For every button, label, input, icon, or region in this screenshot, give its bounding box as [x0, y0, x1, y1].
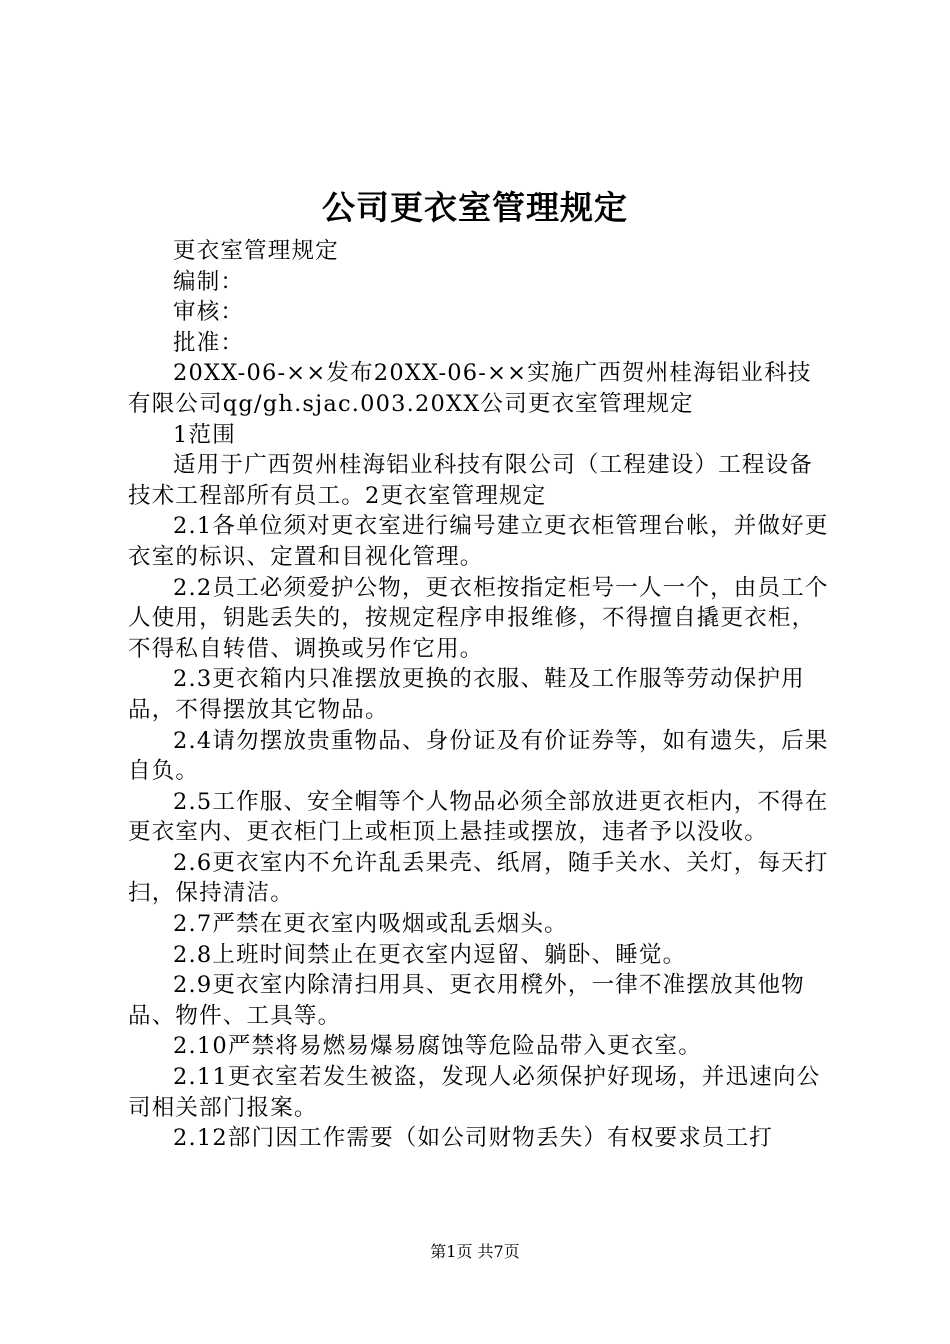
paragraph-reviewer: 审核：: [173, 299, 245, 326]
paragraph-scope: 适用于广西贺州桂海铝业科技有限公司（工程建设）工程设备技术工程部所有员工。2更衣室管理规定: [128, 452, 813, 509]
document-title: 公司更衣室管理规定: [322, 188, 628, 227]
paragraph-approver: 批准：: [173, 329, 245, 356]
paragraph-rule-2-5: 2.5工作服、安全帽等个人物品必须全部放进更衣柜内，不得在更衣室内、更衣柜门上或柜顶上悬挂或摆放，违者予以没收。: [128, 788, 829, 846]
paragraph-rule-2-11: 2.11更衣室若发生被盗，发现人必须保护好现场，并迅速向公司相关部门报案。: [128, 1064, 821, 1121]
paragraph-rule-2-9: 2.9更衣室内除清扫用具、更衣用櫈外，一律不准摆放其他物品、物件、工具等。: [128, 972, 805, 1029]
paragraph-rule-2-6: 2.6更衣室内不允许乱丢果壳、纸屑，随手关水、关灯，每天打扫，保持清洁。: [128, 849, 829, 907]
paragraph-release-info: 20XX-06-××发布20XX-06-××实施广西贺州桂海铝业科技有限公司qg/gh.sjac.003.20XX公司更衣室管理规定: [128, 360, 812, 417]
paragraph-rule-2-10: 2.10严禁将易燃易爆易腐蚀等危险品带入更衣室。: [173, 1033, 702, 1060]
paragraph-scope-heading: 1范围: [173, 421, 236, 448]
paragraph-rule-2-2: 2.2员工必须爱护公物，更衣柜按指定柜号一人一个，由员工个人使用，钥匙丢失的，按规定程序申报维修，不得擅自撬更衣柜，不得私自转借、调换或另作它用。: [128, 574, 829, 662]
document-body: [128, 236, 832, 1154]
paragraph-rule-2-4: 2.4请勿摆放贵重物品、身份证及有价证券等，如有遗失，后果自负。: [128, 727, 829, 785]
paragraph-heading: 更衣室管理规定: [173, 238, 339, 264]
paragraph-editor: 编制：: [173, 268, 245, 295]
paragraph-rule-2-8: 2.8上班时间禁止在更衣室内逗留、躺卧、睡觉。: [173, 941, 687, 968]
paragraph-rule-2-12: 2.12部门因工作需要（如公司财物丢失）有权要求员工打: [173, 1125, 773, 1152]
paragraph-rule-2-3: 2.3更衣箱内只准摆放更换的衣服、鞋及工作服等劳动保护用品，不得摆放其它物品。: [128, 666, 805, 723]
page-footer: 第1页 共7页: [430, 1242, 520, 1261]
paragraph-rule-2-7: 2.7严禁在更衣室内吸烟或乱丢烟头。: [173, 911, 568, 938]
paragraph-rule-2-1: 2.1各单位须对更衣室进行编号建立更衣柜管理台帐，并做好更衣室的标识、定置和目视化管理。: [128, 513, 829, 570]
